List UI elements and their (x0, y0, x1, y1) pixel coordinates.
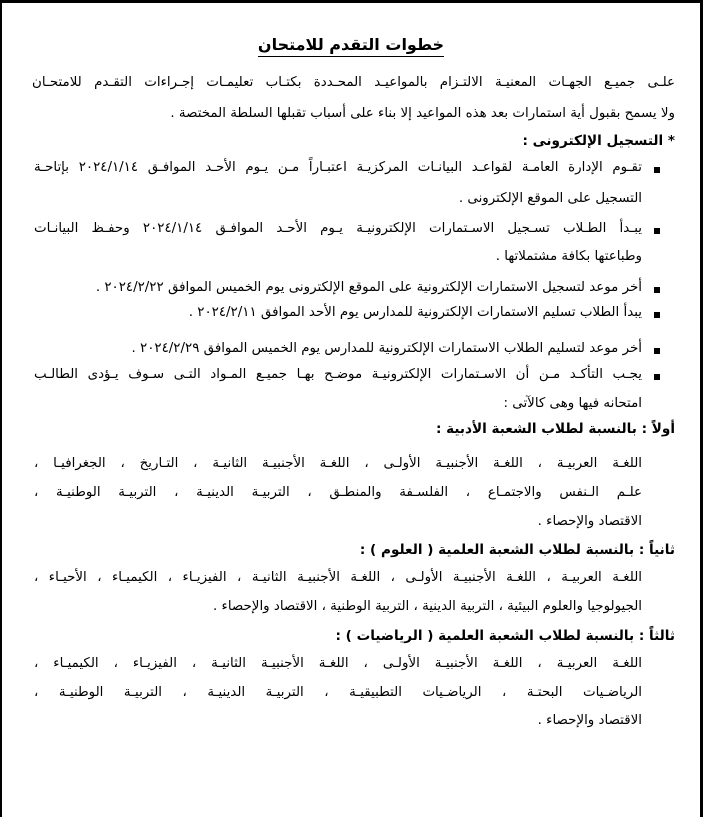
bullet-icon (654, 374, 660, 380)
group-3-line-1: اللغـة العربيـة ، اللغـة الأجنبيـة الأولـى ، اللغـة الأجنبيـة الثانيـة ، الفيزيـاء ، الكيميـاء ، (34, 656, 642, 671)
bullet-5-line-1: أخر موعد لتسليم الطلاب الاستمارات الإلكترونية للمدارس يوم الخميس الموافق ٢٠٢٤/٢/٢٩ . (131, 341, 642, 356)
bullet-4-line-1: يبدأ الطلاب تسليم الاستمارات الإلكترونية للمدارس يوم الأحد الموافق ٢٠٢٤/٢/١١ . (188, 305, 642, 320)
group-3-line-3: الاقتصاد والإحصاء . (537, 713, 642, 728)
page-title (2, 35, 700, 54)
bullet-icon (654, 348, 660, 354)
bullet-icon (654, 312, 660, 318)
group-3-line-2: الرياضـيات البحتـة ، الرياضـيات التطبيقيـة ، التربيـة الدينيـة ، التربيـة الوطنيـة ، (34, 685, 642, 700)
section-heading-electronic-registration: * التسجيل الإلكترونى : (522, 133, 675, 149)
group-2-heading: ثانياً : بالنسبة لطلاب الشعبة العلمية ( العلوم ) : (359, 542, 675, 558)
bullet-1-line-2: التسجيل على الموقع الإلكترونى . (458, 191, 642, 206)
bullet-icon (654, 287, 660, 293)
bullet-1-line-1: تقـوم الإدارة العامـة لقواعـد البيانـات المركزيـة اعتبـاراً مـن يـوم الأحـد الموافـق ٢٠٢٤/١/١٤ بإتاحـة (34, 160, 643, 175)
group-3-heading: ثالثاً : بالنسبة لطلاب الشعبة العلمية ( الرياضيات ) : (335, 628, 675, 644)
bullet-3-line-1: أخر موعد لتسجيل الاستمارات الإلكترونية على الموقع الإلكترونى يوم الخميس الموافق ٢٠٢٤/٢/٢٢ . (95, 280, 642, 295)
bullet-6-line-2: امتحانه فيها وهى كالآتى : (503, 396, 642, 411)
group-1-heading: أولاً : بالنسبة لطلاب الشعبة الأدبية : (435, 421, 675, 437)
intro-line-2: ولا يسمح بقبول أية استمارات بعد هذه المواعيد إلا بناء على أسباب تقبلها السلطة المختصة . (170, 106, 675, 121)
group-1-line-3: الاقتصاد والإحصاء . (537, 514, 642, 529)
intro-line-1: علـى جميـع الجهـات المعنيـة الالتـزام بالمواعيـد المحـددة بكتـاب تعليمـات إجـراءات التقـدم للامتحـان (32, 75, 675, 90)
bullet-6-line-1: يجـب التأكـد مـن أن الاسـتمارات الإلكترونيـة موضـح بهـا جميـع المـواد التـى سـوف يـؤدى الطالـب (34, 367, 642, 382)
group-1-line-2: علـم الـنفس والاجتمـاع ، الفلسـفة والمنطـق ، التربيـة الدينيـة ، التربيـة الوطنيـة ، (34, 485, 642, 500)
group-2-line-1: اللغـة العربيـة ، اللغـة الأجنبيـة الأولـى ، اللغـة الأجنبيـة الثانيـة ، الفيزيـاء ، الكيميـاء ، الأحيـاء ، (34, 570, 642, 585)
group-1-line-1: اللغـة العربيـة ، اللغـة الأجنبيـة الأولـى ، اللغـة الأجنبيـة الثانيـة ، التـاريخ ، الجغرافيـا ، (34, 456, 642, 471)
bullet-2-line-2: وطباعتها بكافة مشتملاتها . (495, 249, 642, 264)
group-2-line-2: الجيولوجيا والعلوم البيئية ، التربية الدينية ، التربية الوطنية ، الاقتصاد والإحصاء . (213, 599, 642, 614)
bullet-icon (654, 228, 660, 234)
page-title-text: خطوات التقدم للامتحان (258, 35, 444, 57)
bullet-icon (654, 167, 660, 173)
bullet-2-line-1: يبـدأ الطـلاب تسـجيل الاسـتمارات الإلكترونيـة يـوم الأحـد الموافـق ٢٠٢٤/١/١٤ وحفـظ البيانـات (34, 221, 642, 236)
